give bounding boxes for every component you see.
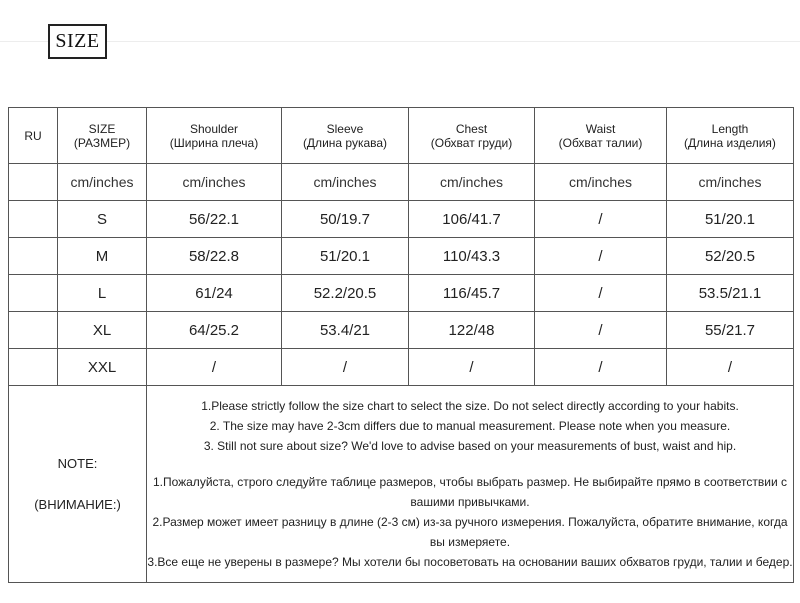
units-cell	[9, 164, 58, 201]
note-row	[9, 386, 794, 583]
table-cell	[9, 349, 58, 386]
note-en-line: 1.Please strictly follow the size chart to select the size. Do not select directly according to your habits.	[201, 399, 739, 413]
table-cell: 55/21.7	[667, 312, 794, 349]
table-row	[9, 349, 794, 386]
table-cell: /	[535, 201, 667, 238]
header-divider	[0, 41, 800, 42]
size-chart-table	[8, 107, 794, 583]
table-row	[9, 275, 794, 312]
table-cell	[9, 275, 58, 312]
note-en-line: 2. The size may have 2-3cm differs due to manual measurement. Please note when you measure.	[209, 419, 731, 433]
units-row	[9, 164, 794, 201]
table-cell	[9, 312, 58, 349]
table-cell: /	[147, 349, 282, 386]
header-row	[9, 108, 794, 164]
table-cell: /	[535, 349, 667, 386]
table-cell: 122/48	[409, 312, 535, 349]
table-cell: 64/25.2	[147, 312, 282, 349]
table-cell: 51/20.1	[667, 201, 794, 238]
table-cell: 110/43.3	[409, 238, 535, 275]
col-header-chest: Chest (Обхват груди)	[409, 108, 535, 164]
table-cell: 106/41.7	[409, 201, 535, 238]
col-header-waist: Waist (Обхват талии)	[535, 108, 667, 164]
note-label-cell	[9, 386, 147, 583]
note-spacer	[147, 456, 793, 472]
size-badge: SIZE	[48, 24, 107, 59]
table-cell: /	[409, 349, 535, 386]
col-header-sleeve: Sleeve (Длина рукава)	[282, 108, 409, 164]
table-cell: 58/22.8	[147, 238, 282, 275]
col-header-shoulder: Shoulder (Ширина плеча)	[147, 108, 282, 164]
table-row	[9, 312, 794, 349]
table-cell: /	[535, 275, 667, 312]
table-cell: 53.5/21.1	[667, 275, 794, 312]
table-cell: 51/20.1	[282, 238, 409, 275]
col-header-ru: RU	[9, 108, 58, 164]
units-cell: cm/inches	[667, 164, 794, 201]
note-ru-line: 1.Пожалуйста, строго следуйте таблице размеров, чтобы выбрать размер. Не выбирайте прямо в соответствии с вашими привычками.	[152, 475, 788, 509]
table-cell: /	[667, 349, 794, 386]
note-en-line: 3. Still not sure about size? We'd love to advise based on your measurements of bust, waist and hip.	[203, 439, 737, 453]
col-header-length: Length (Длина изделия)	[667, 108, 794, 164]
table-cell: 56/22.1	[147, 201, 282, 238]
table-cell: 116/45.7	[409, 275, 535, 312]
table-cell	[9, 238, 58, 275]
note-label-ru: (ВНИМАНИЕ:)	[34, 497, 121, 512]
note-ru-line: 2.Размер может имеет разницу в длине (2-3 см) из-за ручного измерения. Пожалуйста, обратите внимание, когда вы измеряете.	[152, 515, 788, 549]
size-cell: S	[58, 201, 147, 238]
table-cell: /	[282, 349, 409, 386]
table-cell: /	[535, 312, 667, 349]
note-ru-line: 3.Все еще не уверены в размере? Мы хотели бы посоветовать на основании ваших обхватов груди, талии и бедер.	[147, 555, 793, 569]
table-cell: 53.4/21	[282, 312, 409, 349]
units-cell: cm/inches	[147, 164, 282, 201]
units-cell: cm/inches	[409, 164, 535, 201]
table-cell	[9, 201, 58, 238]
units-cell: cm/inches	[282, 164, 409, 201]
units-cell: cm/inches	[58, 164, 147, 201]
size-cell: XXL	[58, 349, 147, 386]
size-cell: L	[58, 275, 147, 312]
table-cell: 50/19.7	[282, 201, 409, 238]
size-cell: M	[58, 238, 147, 275]
table-row	[9, 201, 794, 238]
col-header-size: SIZE (РАЗМЕР)	[58, 108, 147, 164]
note-label: NOTE:	[57, 456, 98, 471]
table-row	[9, 238, 794, 275]
size-cell: XL	[58, 312, 147, 349]
table-cell: /	[535, 238, 667, 275]
table-cell: 52/20.5	[667, 238, 794, 275]
units-cell: cm/inches	[535, 164, 667, 201]
table-cell: 52.2/20.5	[282, 275, 409, 312]
table-cell: 61/24	[147, 275, 282, 312]
note-text-cell	[147, 386, 794, 583]
